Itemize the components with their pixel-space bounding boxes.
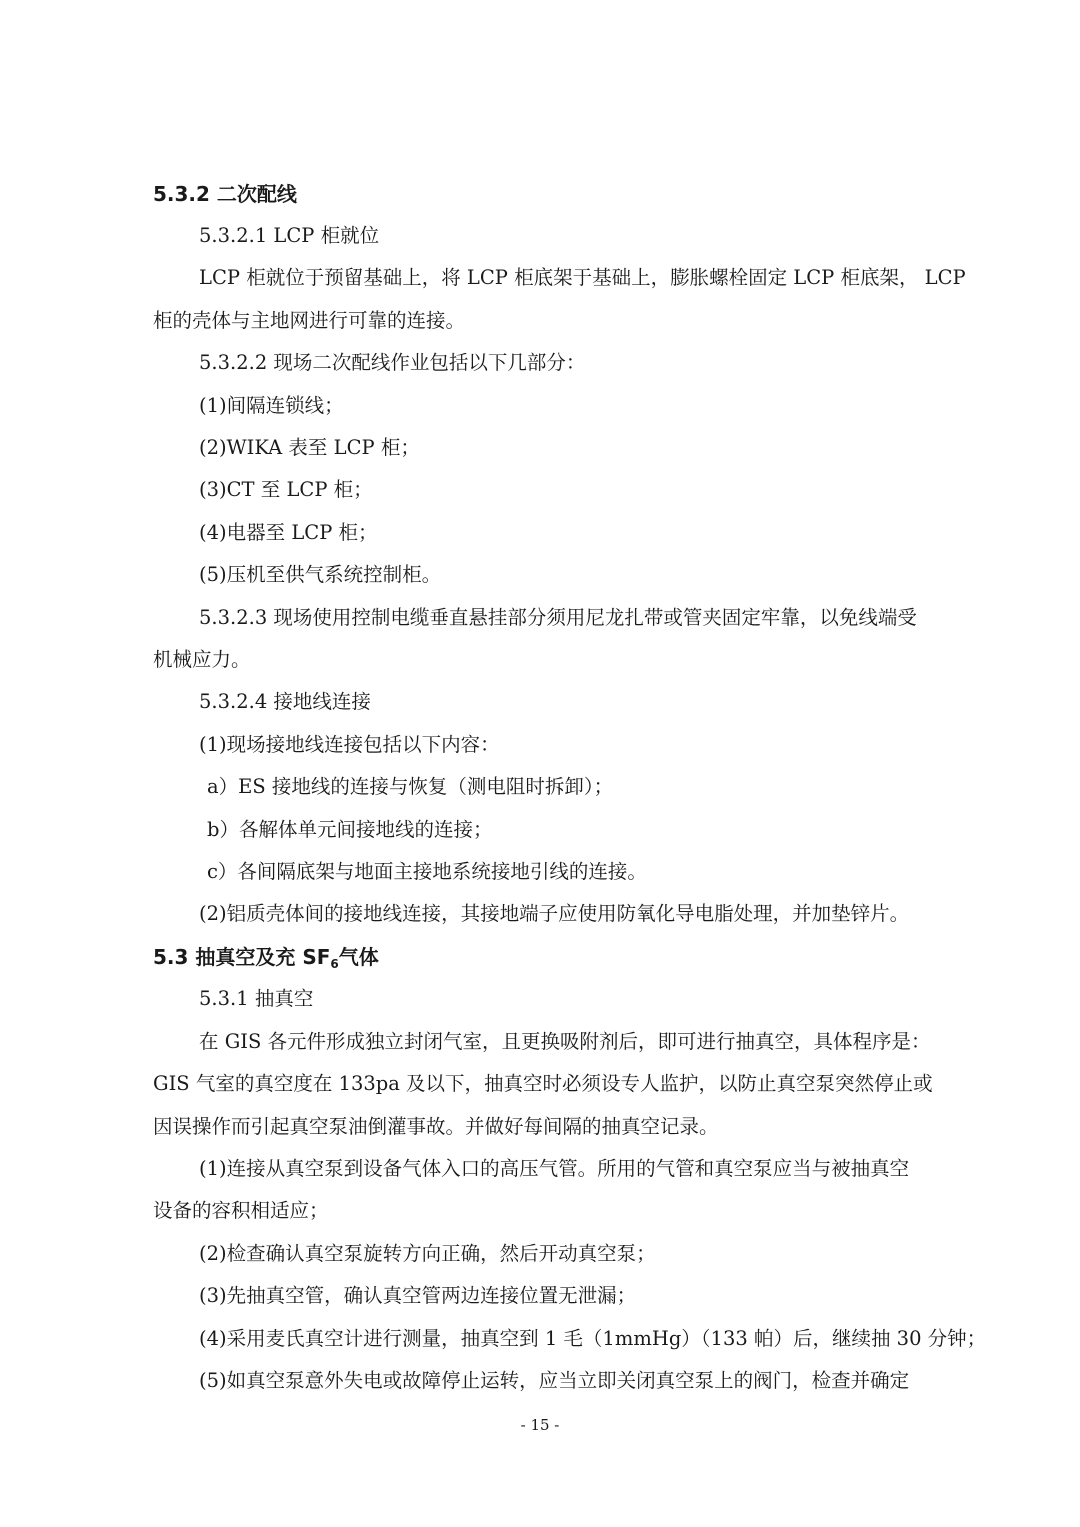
subsection-title-5-3-2-2: 5.3.2.2 现场二次配线作业包括以下几部分： — [199, 351, 586, 374]
sub-list-item: c）各间隔底架与地面主接地系统接地引线的连接。 — [207, 860, 647, 883]
paragraph-line: 设备的容积相适应； — [153, 1199, 329, 1222]
list-item: (4)采用麦氏真空计进行测量，抽真空到 1 毛（1mmHg）（133 帕）后，继续抽 30 分钟； — [199, 1327, 987, 1350]
list-item: (1)连接从真空泵到设备气体入口的高压气管。所用的气管和真空泵应当与被抽真空 — [199, 1157, 910, 1180]
list-item: (1)现场接地线连接包括以下内容： — [199, 733, 500, 756]
paragraph-line: 5.3.2.3 现场使用控制电缆垂直悬挂部分须用尼龙扎带或管夹固定牢靠，以免线端受 — [199, 606, 917, 629]
list-item: (2)检查确认真空泵旋转方向正确，然后开动真空泵； — [199, 1242, 656, 1265]
paragraph-line: 因误操作而引起真空泵油倒灌事故。并做好每间隔的抽真空记录。 — [153, 1115, 719, 1138]
sub-list-item: b）各解体单元间接地线的连接； — [207, 818, 493, 841]
heading-text: 5.3 抽真空及充 SF — [153, 945, 331, 969]
list-item: (4)电器至 LCP 柜； — [199, 521, 378, 544]
section-heading-5-3 — [153, 945, 379, 976]
list-item: (2)铝质壳体间的接地线连接，其接地端子应使用防氧化导电脂处理，并加垫锌片。 — [199, 902, 910, 925]
paragraph-line: LCP 柜就位于预留基础上，将 LCP 柜底架于基础上，膨胀螺栓固定 LCP 柜底架， LCP — [199, 266, 966, 289]
subsection-title-5-3-2-1: 5.3.2.1 LCP 柜就位 — [199, 224, 380, 247]
list-item: (3)先抽真空管，确认真空管两边连接位置无泄漏； — [199, 1284, 637, 1307]
paragraph-line: 柜的壳体与主地网进行可靠的连接。 — [153, 309, 466, 332]
list-item: (3)CT 至 LCP 柜； — [199, 478, 373, 501]
subscript: 6 — [330, 957, 339, 971]
list-item: (5)如真空泵意外失电或故障停止运转，应当立即关闭真空泵上的阀门，检查并确定 — [199, 1369, 910, 1392]
subsection-title-5-3-1: 5.3.1 抽真空 — [199, 987, 314, 1010]
paragraph-line: 机械应力。 — [153, 648, 251, 671]
paragraph-line: GIS 气室的真空度在 133pa 及以下，抽真空时必须设专人监护，以防止真空泵突然停止或 — [153, 1072, 933, 1095]
paragraph-line: 在 GIS 各元件形成独立封闭气室，且更换吸附剂后，即可进行抽真空，具体程序是： — [199, 1030, 931, 1053]
subsection-title-5-3-2-4: 5.3.2.4 接地线连接 — [199, 690, 371, 713]
list-item: (1)间隔连锁线； — [199, 394, 344, 417]
page-number: - 15 - — [520, 1416, 560, 1434]
section-heading-5-3-2: 5.3.2 二次配线 — [153, 182, 297, 206]
sub-list-item: a）ES 接地线的连接与恢复（测电阻时拆卸）； — [207, 775, 614, 798]
list-item: (5)压机至供气系统控制柜。 — [199, 563, 442, 586]
list-item: (2)WIKA 表至 LCP 柜； — [199, 436, 420, 459]
heading-text: 气体 — [338, 945, 379, 969]
